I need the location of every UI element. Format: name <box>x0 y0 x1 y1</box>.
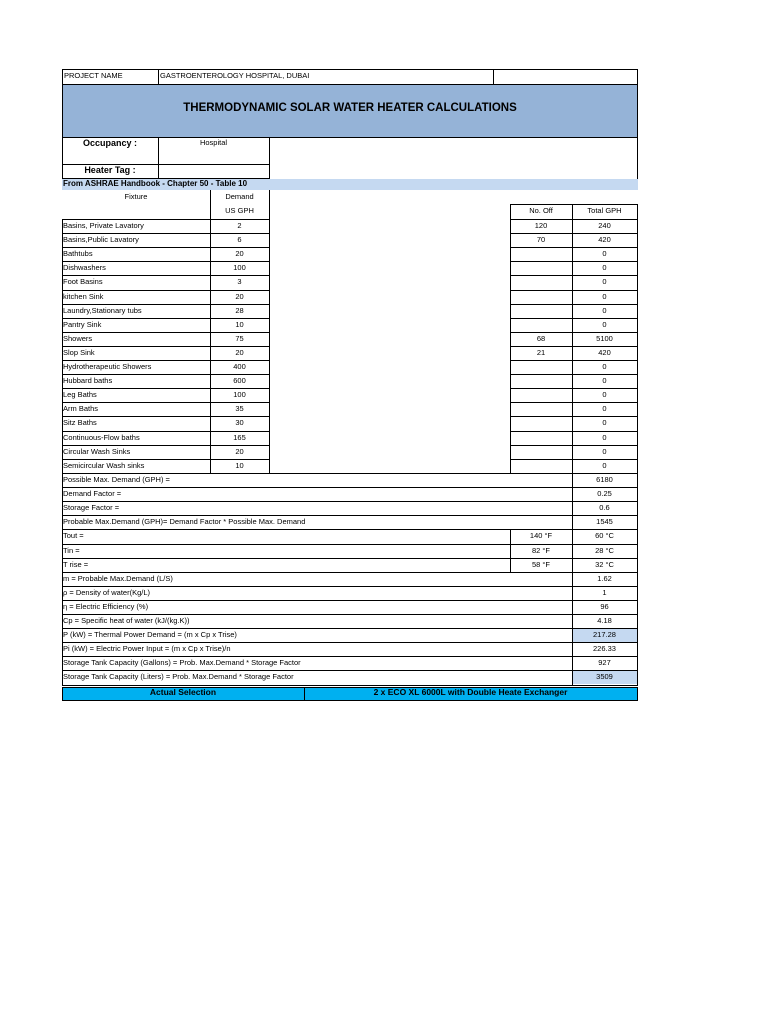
fixture-name: Showers <box>63 334 93 343</box>
calc-value: 96 <box>600 602 609 611</box>
fixture-demand: 6 <box>237 235 242 244</box>
fixture-total: 0 <box>602 292 607 301</box>
calc-value: 1 <box>602 588 607 597</box>
calc-value: 60 °C <box>595 531 614 540</box>
fixture-total: 240 <box>598 221 611 230</box>
fixture-demand: 30 <box>235 418 244 427</box>
fixture-name: Circular Wash Sinks <box>63 447 131 456</box>
fixture-no-off: 120 <box>534 221 548 230</box>
fixture-demand: 100 <box>233 390 246 399</box>
fixture-name: Bathtubs <box>63 249 93 258</box>
fixture-total: 0 <box>602 390 607 399</box>
fixture-total: 0 <box>602 376 607 385</box>
fixture-total: 0 <box>602 461 607 470</box>
fixture-name: Sitz Baths <box>63 418 97 427</box>
project-name-value: GASTROENTEROLOGY HOSPITAL, DUBAI <box>160 71 310 80</box>
calc-value: 28 °C <box>595 546 614 555</box>
column-total-gph: Total GPH <box>587 206 622 215</box>
column-demand-units: US GPH <box>225 206 254 215</box>
calc-label: Cp = Specific heat of water (kJ/(kg.K)) <box>63 616 190 625</box>
fixture-no-off: 21 <box>536 348 546 357</box>
fixture-name: Foot Basins <box>63 277 103 286</box>
fixture-demand: 20 <box>235 447 244 456</box>
fixture-demand: 600 <box>233 376 246 385</box>
calc-label: ρ = Density of water(Kg/L) <box>63 588 151 597</box>
calc-label: Possible Max. Demand (GPH) = <box>63 475 170 484</box>
fixture-total: 420 <box>598 348 611 357</box>
fixture-name: Slop Sink <box>63 348 95 357</box>
calc-label: Storage Factor = <box>63 503 120 512</box>
occupancy-value: Hospital <box>199 138 228 147</box>
occupancy-label: Occupancy : <box>82 138 138 148</box>
fixture-demand: 35 <box>235 404 244 413</box>
fixture-demand: 75 <box>235 334 244 343</box>
actual-selection-label: Actual Selection <box>149 687 217 697</box>
column-no-off: No. Off <box>529 206 553 215</box>
calc-label: Demand Factor = <box>63 489 122 498</box>
calc-label: Storage Tank Capacity (Gallons) = Prob. Max.Demand * Storage Factor <box>63 658 301 667</box>
calc-label: Tout = <box>63 531 84 540</box>
page-title: THERMODYNAMIC SOLAR WATER HEATER CALCULATIONS <box>183 102 517 114</box>
calc-fahrenheit: 58 °F <box>531 560 550 569</box>
fixture-total: 420 <box>598 235 611 244</box>
heater-tag-label: Heater Tag : <box>84 165 136 175</box>
calc-fahrenheit: 140 °F <box>529 531 553 540</box>
calc-label: m = Probable Max.Demand (L/S) <box>63 574 173 583</box>
fixture-demand: 20 <box>235 348 244 357</box>
fixture-name: Hubbard baths <box>63 376 113 385</box>
calc-value: 0.25 <box>597 489 612 498</box>
fixture-name: Leg Baths <box>63 390 97 399</box>
fixture-demand: 2 <box>237 221 242 230</box>
calc-value: 3509 <box>596 672 613 681</box>
fixture-demand: 400 <box>233 362 246 371</box>
fixture-no-off: 68 <box>536 334 546 343</box>
actual-selection-value: 2 x ECO XL 6000L with Double Heate Exchanger <box>373 687 568 697</box>
calc-fahrenheit: 82 °F <box>531 546 550 555</box>
fixture-name: Laundry,Stationary tubs <box>63 306 142 315</box>
fixture-name: Dishwashers <box>63 263 106 272</box>
fixture-name: Pantry Sink <box>63 320 102 329</box>
fixture-demand: 10 <box>235 320 244 329</box>
fixture-total: 0 <box>602 362 607 371</box>
fixture-name: Basins,Public Lavatory <box>63 235 139 244</box>
calc-value: 1545 <box>596 517 613 526</box>
fixture-total: 0 <box>602 418 607 427</box>
calc-label: Probable Max.Demand (GPH)= Demand Factor * Possible Max. Demand <box>63 517 306 526</box>
fixture-total: 0 <box>602 320 607 329</box>
fixture-name: Continuous-Flow baths <box>63 433 140 442</box>
fixture-demand: 100 <box>233 263 246 272</box>
calc-value: 1.62 <box>597 574 612 583</box>
fixture-name: Arm Baths <box>63 404 99 413</box>
fixture-total: 5100 <box>596 334 613 343</box>
project-name-label: PROJECT NAME <box>64 71 123 80</box>
fixture-name: kitchen Sink <box>63 292 104 301</box>
fixture-name: Hydrotherapeutic Showers <box>63 362 152 371</box>
calc-value: 4.18 <box>597 616 612 625</box>
fixture-name: Semicircular Wash sinks <box>63 461 145 470</box>
calc-label: Pi (kW) = Electric Power Input = (m x Cp x Trise)/n <box>63 644 231 653</box>
calc-value: 217.28 <box>593 630 616 639</box>
calc-label: η = Electric Efficiency (%) <box>63 602 149 611</box>
source-reference: From ASHRAE Handbook - Chapter 50 - Table 10 <box>63 179 248 188</box>
calc-value: 927 <box>598 658 611 667</box>
fixture-demand: 28 <box>235 306 244 315</box>
fixture-total: 0 <box>602 433 607 442</box>
calc-label: T rise = <box>63 560 89 569</box>
fixture-total: 0 <box>602 263 607 272</box>
fixture-demand: 20 <box>235 292 244 301</box>
calc-label: P (kW) = Thermal Power Demand = (m x Cp x Trise) <box>63 630 237 639</box>
fixture-total: 0 <box>602 277 607 286</box>
calc-value: 0.6 <box>599 503 610 512</box>
fixture-name: Basins, Private Lavatory <box>63 221 144 230</box>
fixture-demand: 3 <box>237 277 242 286</box>
calc-label: Storage Tank Capacity (Liters) = Prob. Max.Demand * Storage Factor <box>63 672 294 681</box>
calc-value: 6180 <box>596 475 613 484</box>
fixture-total: 0 <box>602 404 607 413</box>
fixture-demand: 10 <box>235 461 244 470</box>
calc-label: Tin = <box>63 546 80 555</box>
fixture-total: 0 <box>602 249 607 258</box>
fixture-demand: 20 <box>235 249 244 258</box>
column-demand: Demand <box>225 192 254 201</box>
fixture-demand: 165 <box>233 433 246 442</box>
fixture-total: 0 <box>602 306 607 315</box>
fixture-no-off: 70 <box>536 235 546 244</box>
calc-value: 226.33 <box>593 644 616 653</box>
calc-value: 32 °C <box>595 560 614 569</box>
fixture-total: 0 <box>602 447 607 456</box>
column-fixture: Fixture <box>124 192 148 201</box>
